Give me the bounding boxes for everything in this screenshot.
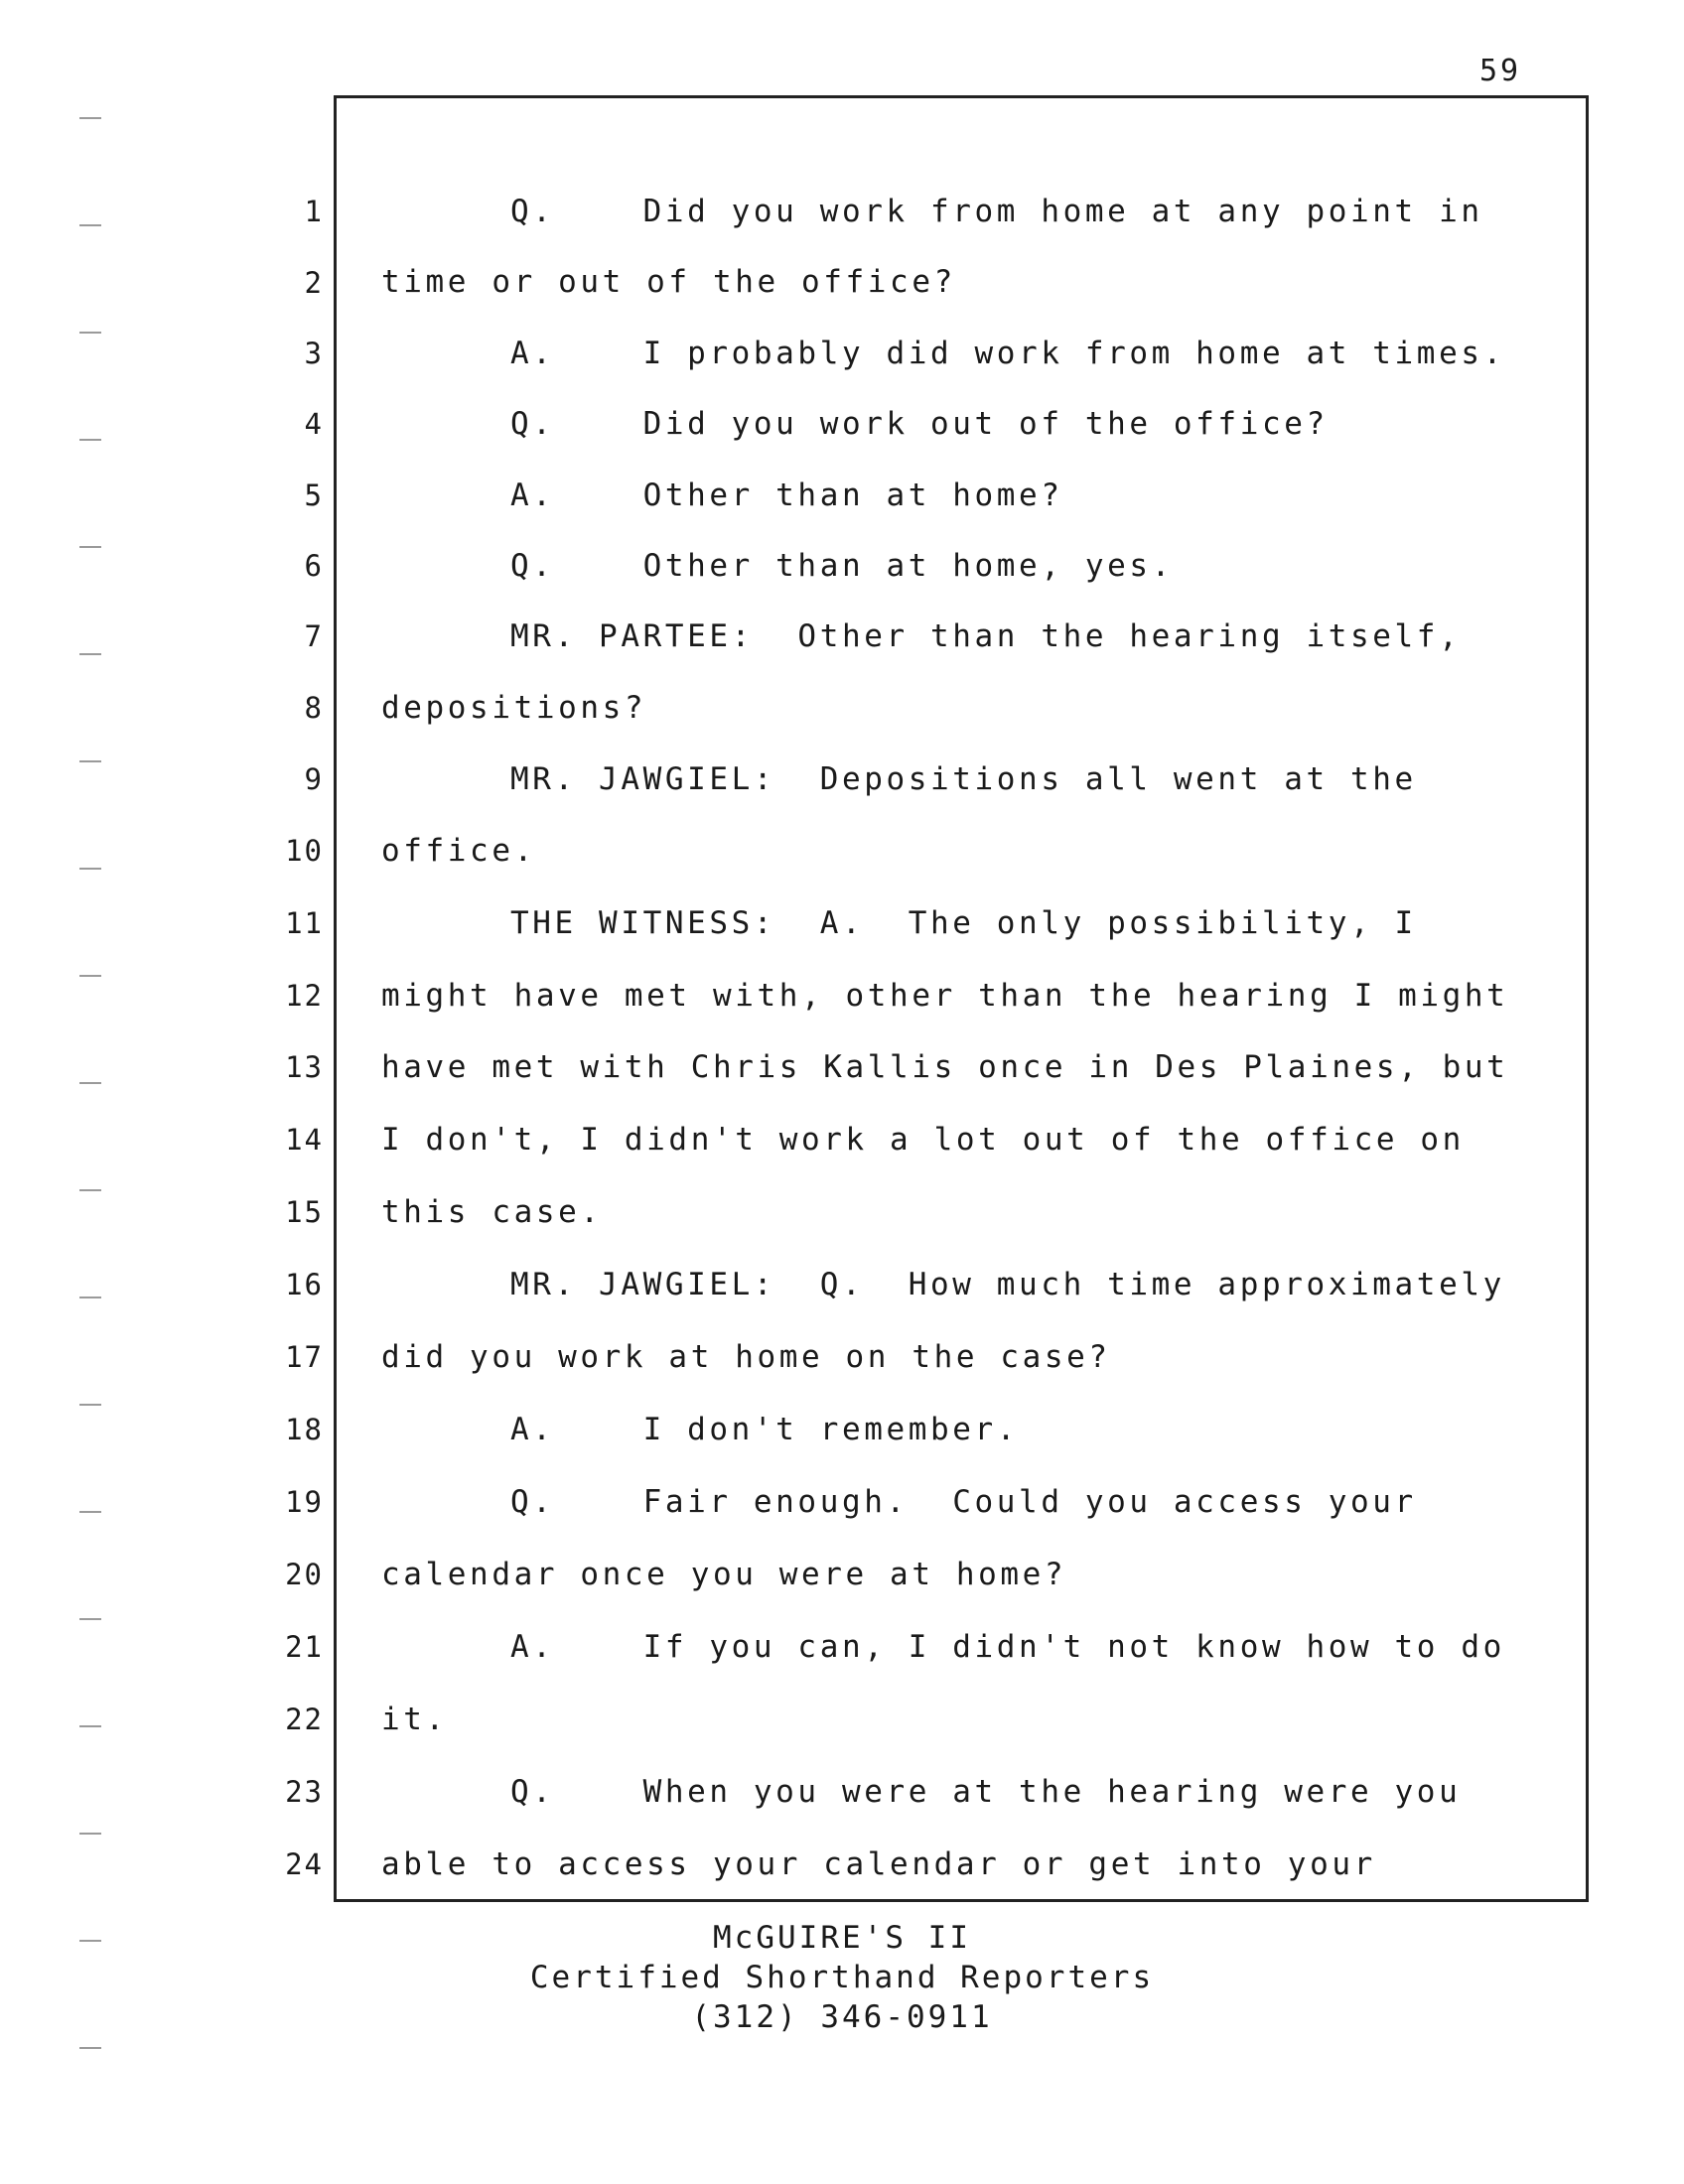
line-number: 14 <box>285 1123 324 1157</box>
transcript-line: Q. Fair enough. Could you access your <box>510 1484 1417 1520</box>
transcript-line: calendar once you were at home? <box>381 1557 1067 1592</box>
line-number: 5 <box>304 478 324 512</box>
transcript-line: time or out of the office? <box>381 264 956 300</box>
line-number: 15 <box>285 1195 324 1229</box>
footer-phone: (312) 346-0911 <box>691 1999 993 2035</box>
line-number: 21 <box>285 1630 324 1664</box>
transcript-line: have met with Chris Kallis once in Des Plaines, but <box>381 1049 1509 1085</box>
line-number: 3 <box>304 337 324 370</box>
transcript-line: Q. When you were at the hearing were you <box>510 1774 1462 1810</box>
transcript-line: it. <box>381 1702 448 1737</box>
line-number: 20 <box>285 1558 324 1591</box>
transcript-line: depositions? <box>381 690 647 726</box>
transcript-line: I don't, I didn't work a lot out of the office on <box>381 1122 1465 1158</box>
transcript-line: able to access your calendar or get into your <box>381 1846 1376 1882</box>
transcript-line: MR. JAWGIEL: Depositions all went at the <box>510 761 1417 797</box>
line-number: 24 <box>285 1847 324 1881</box>
line-number: 16 <box>285 1268 324 1301</box>
footer-tagline: Certified Shorthand Reporters <box>529 1960 1155 1995</box>
line-number: 2 <box>304 266 324 300</box>
footer-company: McGUIRE'S II <box>713 1920 971 1956</box>
transcript-line: might have met with, other than the hearing I might <box>381 978 1509 1014</box>
line-number: 10 <box>285 834 324 868</box>
line-number: 22 <box>285 1703 324 1736</box>
transcript-line: A. If you can, I didn't not know how to do <box>510 1629 1505 1665</box>
line-numbers <box>0 0 324 2184</box>
line-number: 17 <box>285 1340 324 1374</box>
line-number: 23 <box>285 1775 324 1809</box>
line-number: 11 <box>285 906 324 940</box>
line-number: 8 <box>304 691 324 725</box>
line-number: 19 <box>285 1485 324 1519</box>
transcript-line: MR. PARTEE: Other than the hearing itself, <box>510 618 1462 654</box>
transcript-line: THE WITNESS: A. The only possibility, I <box>510 905 1417 941</box>
line-number: 4 <box>304 407 324 441</box>
transcript-line: A. I probably did work from home at times. <box>510 336 1505 371</box>
transcript-line: A. I don't remember. <box>510 1412 1020 1447</box>
transcript-line: MR. JAWGIEL: Q. How much time approximately <box>510 1267 1505 1302</box>
line-number: 13 <box>285 1050 324 1084</box>
line-number: 18 <box>285 1413 324 1446</box>
transcript-line: Q. Other than at home, yes. <box>510 548 1174 584</box>
transcript-line: Q. Did you work from home at any point in <box>510 194 1483 229</box>
line-number: 7 <box>304 619 324 653</box>
line-number: 1 <box>304 195 324 228</box>
line-number: 9 <box>304 762 324 796</box>
transcript-line: Q. Did you work out of the office? <box>510 406 1329 442</box>
line-number: 12 <box>285 979 324 1013</box>
transcript-line: A. Other than at home? <box>510 478 1063 513</box>
transcript-line: office. <box>381 833 536 869</box>
page-number: 59 <box>1479 54 1522 88</box>
line-number: 6 <box>304 549 324 583</box>
transcript-line: this case. <box>381 1194 603 1230</box>
transcript-line: did you work at home on the case? <box>381 1339 1111 1375</box>
